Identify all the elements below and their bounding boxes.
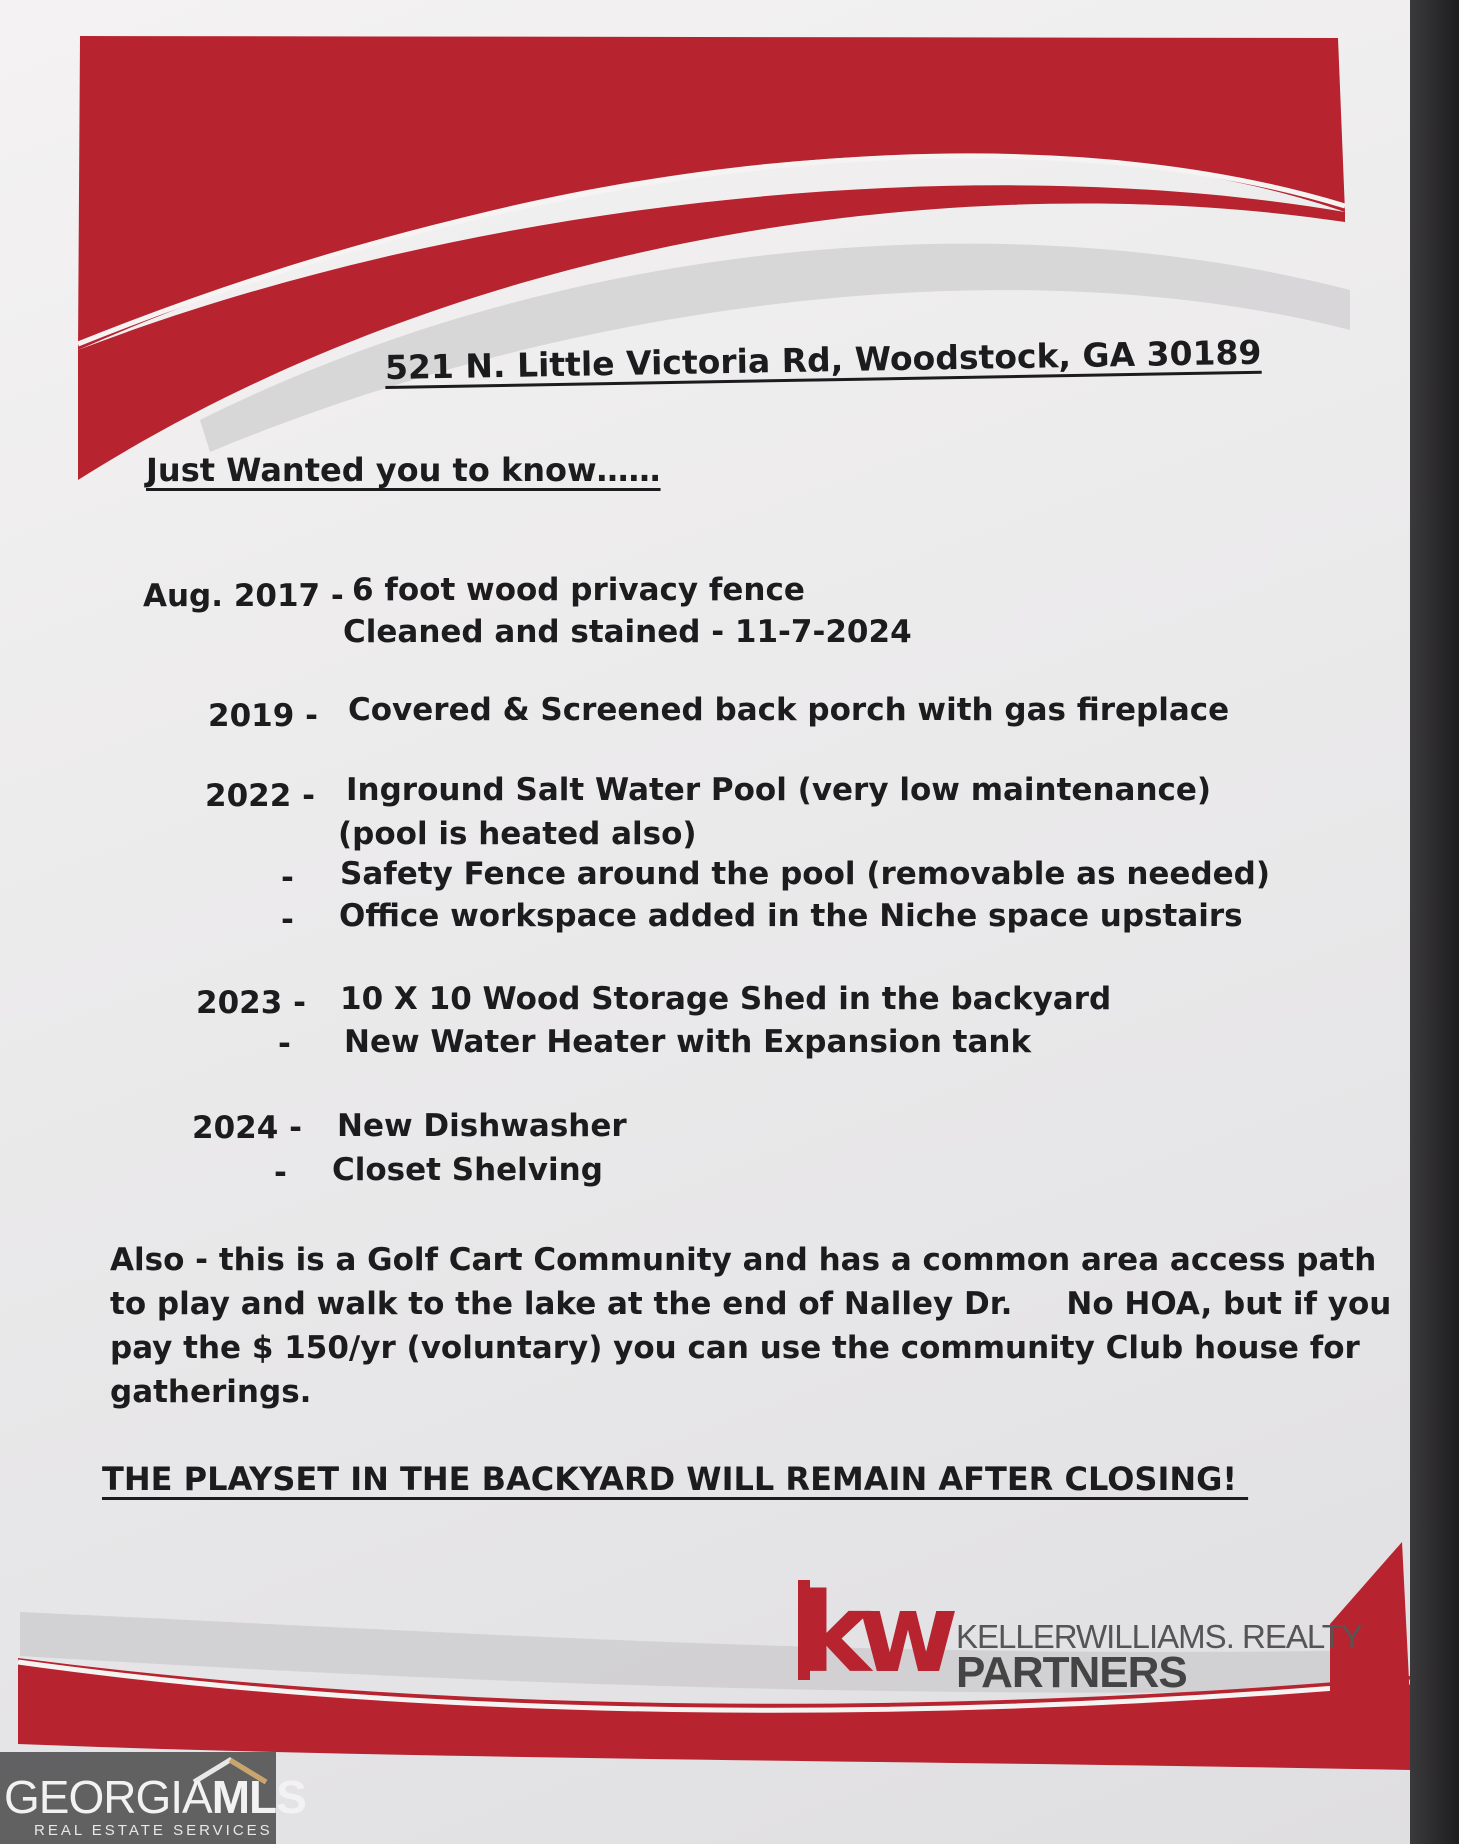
entry-label-2017: Aug. 2017 - [143, 578, 344, 614]
paragraph-line: Also - this is a Golf Cart Community and has a common area access path [110, 1242, 1377, 1278]
closing-statement: THE PLAYSET IN THE BACKYARD WILL REMAIN AFTER CLOSING! [102, 1460, 1249, 1498]
background-edge [1410, 0, 1459, 1844]
entry-2017-line-2: Cleaned and stained - 11-7-2024 [343, 614, 912, 650]
intro-heading: Just Wanted you to know…… [146, 451, 661, 489]
watermark-name-mls: MLS [211, 1771, 306, 1823]
entry-2024-line-1: New Dishwasher [337, 1108, 627, 1144]
entry-2022-bullet-1: Safety Fence around the pool (removable as needed) [340, 856, 1271, 892]
kw-name-keller: KELLER [956, 1618, 1076, 1655]
watermark-name-georgia: GEORGIA [4, 1771, 212, 1823]
entry-2022-line-1: Inground Salt Water Pool (very low maintenance) [346, 772, 1212, 808]
watermark-subtitle: REAL ESTATE SERVICES [34, 1822, 273, 1839]
kw-logo-mark: kw [798, 1569, 945, 1697]
entry-2024-bullet-1-dash: - [274, 1155, 287, 1191]
kw-name-williams: WILLIAMS [1075, 1618, 1226, 1655]
entry-label-2019: 2019 - [208, 698, 318, 734]
kw-partners-label: PARTNERS [956, 1648, 1187, 1697]
paragraph-line: gatherings. [110, 1374, 312, 1410]
entry-2022-bullet-1-dash: - [281, 860, 294, 896]
entry-2024-bullet-1: Closet Shelving [332, 1152, 603, 1188]
kw-name-realty: . REALTY [1225, 1618, 1362, 1655]
georgia-mls-watermark [0, 1752, 306, 1844]
entry-2022-bullet-2: Office workspace added in the Niche space upstairs [339, 898, 1243, 934]
paragraph-line: pay the $ 150/yr (voluntary) you can use the community Club house for [110, 1330, 1360, 1366]
watermark-name [4, 1770, 306, 1824]
entry-label-2022: 2022 - [205, 778, 315, 814]
entry-2022-bullet-2-dash: - [281, 902, 294, 938]
entry-2023-line-1: 10 X 10 Wood Storage Shed in the backyard [340, 981, 1112, 1017]
paragraph-line: to play and walk to the lake at the end of Nalley Dr. No HOA, but if you [110, 1286, 1392, 1322]
entry-2019-line-1: Covered & Screened back porch with gas fireplace [348, 692, 1230, 728]
entry-label-2024: 2024 - [192, 1110, 302, 1146]
entry-2022-line-2: (pool is heated also) [338, 816, 697, 852]
entry-2017-line-1: 6 foot wood privacy fence [352, 572, 805, 608]
community-paragraph [110, 1238, 1392, 1414]
entry-label-2023: 2023 - [196, 985, 306, 1021]
entry-2023-bullet-1-dash: - [278, 1026, 291, 1062]
entry-2023-bullet-1: New Water Heater with Expansion tank [344, 1024, 1032, 1060]
property-address: 521 N. Little Victoria Rd, Woodstock, GA 30189 [384, 332, 1262, 387]
